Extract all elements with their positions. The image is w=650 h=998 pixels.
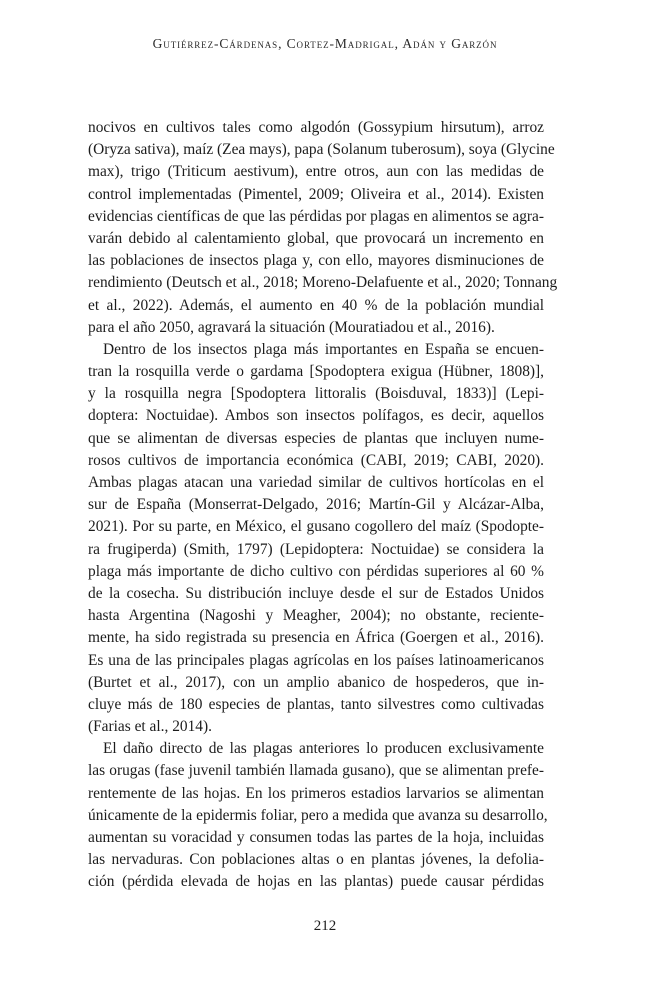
page-number: 212 (313, 918, 337, 934)
text-line: tran la rosquilla verde o gardama [Spodoptera exigua (Hübner, 1808)], (88, 363, 544, 381)
text-line: ra frugiperda) (Smith, 1797) (Lepidoptera: Noctuidae) se considera la (88, 540, 544, 558)
text-line: (Burtet et al., 2017), con un amplio abanico de hospederos, que in- (88, 673, 544, 691)
text-line: rentemente de las hojas. En los primeros estadios larvarios se alimentan (88, 784, 544, 802)
text-line: (Oryza sativa), maíz (Zea mays), papa (Solanum tuberosum), soya (Glycine (88, 141, 555, 159)
text-line: cluye más de 180 especies de plantas, tanto silvestres como cultivadas (88, 695, 544, 713)
text-line: 2021). Por su parte, en México, el gusano cogollero del maíz (Spodopte- (88, 518, 544, 536)
text-line: aumentan su voracidad y consumen todas las partes de la hoja, incluidas (88, 829, 544, 846)
text-line: El daño directo de las plagas anteriores lo producen exclusivamente (103, 740, 544, 758)
text-line: (Farias et al., 2014). (88, 718, 212, 736)
text-line: Dentro de los insectos plaga más importantes en España se encuen- (103, 340, 544, 358)
text-line: para el año 2050, agravará la situación (Mouratiadou et al., 2016). (88, 318, 495, 336)
text-line: Es una de las principales plagas agrícolas en los países latinoamericanos (88, 651, 544, 669)
text-line: y la rosquilla negra [Spodoptera littoralis (Boisduval, 1833)] (Lepi- (88, 385, 544, 403)
body-text (88, 117, 558, 894)
text-line: hasta Argentina (Nagoshi y Meagher, 2004); no obstante, reciente- (88, 607, 544, 625)
text-line: mente, ha sido registrada su presencia en África (Goergen et al., 2016). (88, 629, 544, 647)
text-line: las poblaciones de insectos plaga y, con ello, mayores disminuciones de (88, 252, 544, 270)
text-line: Ambas plagas atacan una variedad similar de cultivos hortícolas en el (88, 474, 544, 491)
text-line: de la cosecha. Su distribución incluye desde el sur de Estados Unidos (88, 584, 544, 602)
text-line: plaga más importante de dicho cultivo con pérdidas superiores al 60 % (88, 562, 544, 580)
text-line: control implementadas (Pimentel, 2009; Oliveira et al., 2014). Existen (88, 185, 544, 203)
text-line: nocivos en cultivos tales como algodón (Gossypium hirsutum), arroz (88, 119, 544, 136)
text-line: rosos cultivos de importancia económica (CABI, 2019; CABI, 2020). (88, 451, 544, 469)
text-line: únicamente de la epidermis foliar, pero a medida que avanza su desarrollo, (88, 806, 548, 824)
text-line: rendimiento (Deutsch et al., 2018; Moreno-Delafuente et al., 2020; Tonnang (88, 274, 558, 292)
text-line: max), trigo (Triticum aestivum), entre otros, aun con las medidas de (88, 163, 544, 181)
text-line: ción (pérdida elevada de hojas en las plantas) puede causar pérdidas (88, 873, 544, 891)
text-line: las nervaduras. Con poblaciones altas o en plantas jóvenes, la defolia- (88, 851, 544, 869)
text-line: et al., 2022). Además, el aumento en 40 % de la población mundial (88, 296, 544, 314)
text-line: varán debido al calentamiento global, que provocará un incremento en (88, 229, 544, 247)
text-line: que se alimentan de diversas especies de plantas que incluyen nume- (88, 429, 544, 447)
text-line: sur de España (Monserrat-Delgado, 2016; Martín-Gil y Alcázar-Alba, (88, 496, 544, 514)
text-line: doptera: Noctuidae). Ambos son insectos polífagos, es decir, aquellos (88, 407, 544, 425)
text-line: las orugas (fase juvenil también llamada gusano), que se alimentan prefe- (88, 762, 544, 780)
running-head: Gutiérrez-Cárdenas, Cortez-Madrigal, Adán y Garzón (152, 36, 498, 51)
text-line: evidencias científicas de que las pérdidas por plagas en alimentos se agra- (88, 207, 544, 225)
